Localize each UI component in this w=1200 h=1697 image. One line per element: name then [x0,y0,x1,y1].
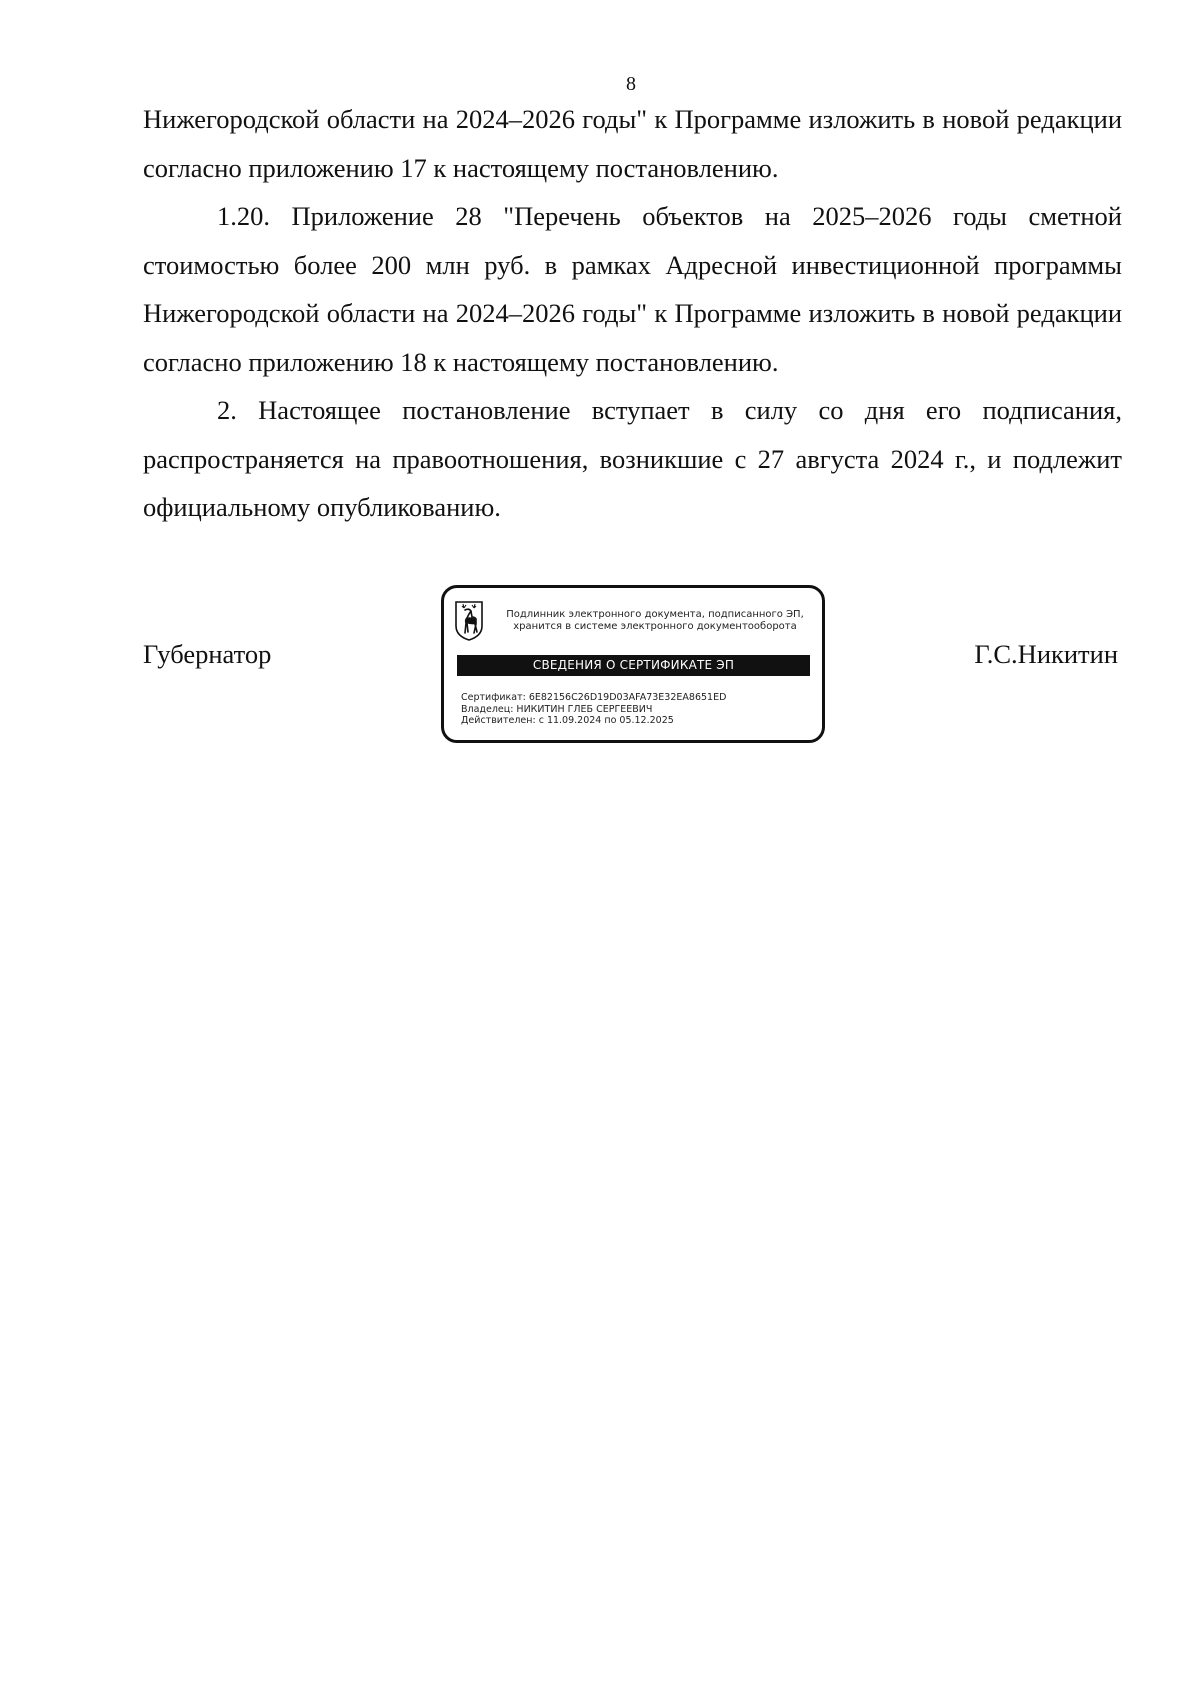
stamp-certificate-details [461,692,726,727]
signatory-position: Губернатор [143,639,272,669]
stamp-header-line: хранится в системе электронного документооборота [513,621,797,632]
nizhny-novgorod-deer-emblem-icon [454,600,484,642]
certificate-validity: Действителен: с 11.09.2024 по 05.12.2025 [461,715,674,726]
paragraph-continuation: Нижегородской области на 2024–2026 годы" к Программе изложить в новой редакции согласно приложению 17 к настоящему постановлению. [143,104,1122,183]
page-number: 8 [626,73,636,95]
paragraph-1-20: 1.20. Приложение 28 "Перечень объектов на 2025–2026 годы сметной стоимостью более 200 млн руб. в рамках Адресной инвестиционной программы Нижегородской области на 2024–2026 годы" к Программе изложить в новой редакции согласно приложению 18 к настоящему постановлению. [143,201,1122,377]
stamp-banner: СВЕДЕНИЯ О СЕРТИФИКАТЕ ЭП [457,655,810,676]
paragraph-2: 2. Настоящее постановление вступает в силу со дня его подписания, распространяется на правоотношения, возникшие с 27 августа 2024 г., и подлежит официальному опубликованию. [143,395,1122,522]
certificate-owner: Владелец: НИКИТИН ГЛЕБ СЕРГЕЕВИЧ [461,703,653,715]
stamp-header-line: Подлинник электронного документа, подписанного ЭП, [506,609,804,620]
document-body [143,95,1122,532]
certificate-serial: Сертификат: 6E82156C26D19D03AFA73E32EA8651ED [461,692,727,703]
stamp-header [490,609,820,633]
electronic-signature-stamp [441,585,825,743]
signatory-name: Г.С.Никитин [974,639,1118,669]
